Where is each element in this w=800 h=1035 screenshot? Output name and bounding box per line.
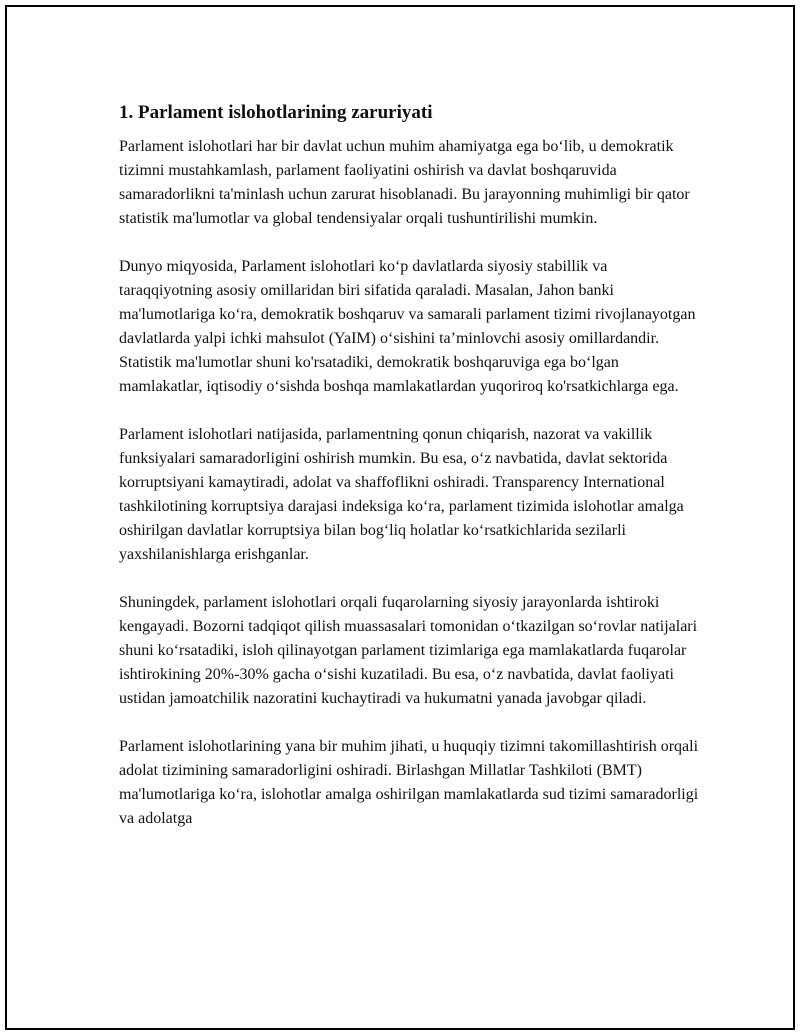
page-frame	[5, 5, 795, 1030]
paragraph-5: Parlament islohotlarining yana bir muhim jihati, u huquqiy tizimni takomillashtirish orqali adolat tizimining samaradorligini oshiradi. Birlashgan Millatlar Tashkiloti (BMT) ma'lumotlariga ko‘ra, islohotlar amalga oshirilgan mamlakatlarda sud tizimi samaradorligi va adolatga	[119, 738, 699, 827]
document-body	[119, 100, 704, 855]
paragraph-4: Shuningdek, parlament islohotlari orqali fuqarolarning siyosiy jarayonlarda ishtiroki kengayadi. Bozorni tadqiqot qilish muassasalari tomonidan o‘tkazilgan so‘rovlar natijalari shuni ko‘rsatadiki, isloh qilinayotgan parlament tizimlariga ega mamlakatlarda fuqarolar ishtirokining 20%-30% gacha o‘sishi kuzatiladi. Bu esa, o‘z navbatida, davlat faoliyati ustidan jamoatchilik nazoratini kuchaytiradi va hukumatni yanada javobgar qiladi.	[119, 594, 698, 707]
paragraph-3: Parlament islohotlari natijasida, parlamentning qonun chiqarish, nazorat va vakillik funksiyalari samaradorligini oshirish mumkin. Bu esa, o‘z navbatida, davlat sektorida korruptsiyani kamaytiradi, adolat va shaffoflikni oshiradi. Transparency International tashkilotining korruptsiya darajasi indeksiga ko‘ra, parlament tizimida islohotlar amalga oshirilgan davlatlar korruptsiya bilan bog‘liq holatlar ko‘rsatkichlarida sezilarli yaxshilanishlarga erishganlar.	[119, 426, 684, 563]
paragraph-1: Parlament islohotlari har bir davlat uchun muhim ahamiyatga ega bo‘lib, u demokratik tizimni mustahkamlash, parlament faoliyatini oshirish va davlat boshqaruvida samaradorlikni ta'minlash uchun zarurat hisoblanadi. Bu jarayonning muhimligi bir qator statistik ma'lumotlar va global tendensiyalar orqali tushuntirilishi mumkin.	[119, 138, 690, 227]
paragraph-2: Dunyo miqyosida, Parlament islohotlari ko‘p davlatlarda siyosiy stabillik va taraqqiyotning asosiy omillaridan biri sifatida qaraladi. Masalan, Jahon banki ma'lumotlariga ko‘ra, demokratik boshqaruv va samarali parlament tizimi rivojlanayotgan davlatlarda yalpi ichki mahsulot (YaIM) o‘sishini ta’minlovchi asosiy omillardandir. Statistik ma'lumotlar shuni ko'rsatadiki, demokratik boshqaruviga ega bo‘lgan mamlakatlar, iqtisodiy o‘sishda boshqa mamlakatlardan yuqoriroq ko'rsatkichlarga ega.	[119, 258, 696, 395]
section-heading: 1. Parlament islohotlarining zaruriyati	[119, 102, 433, 123]
